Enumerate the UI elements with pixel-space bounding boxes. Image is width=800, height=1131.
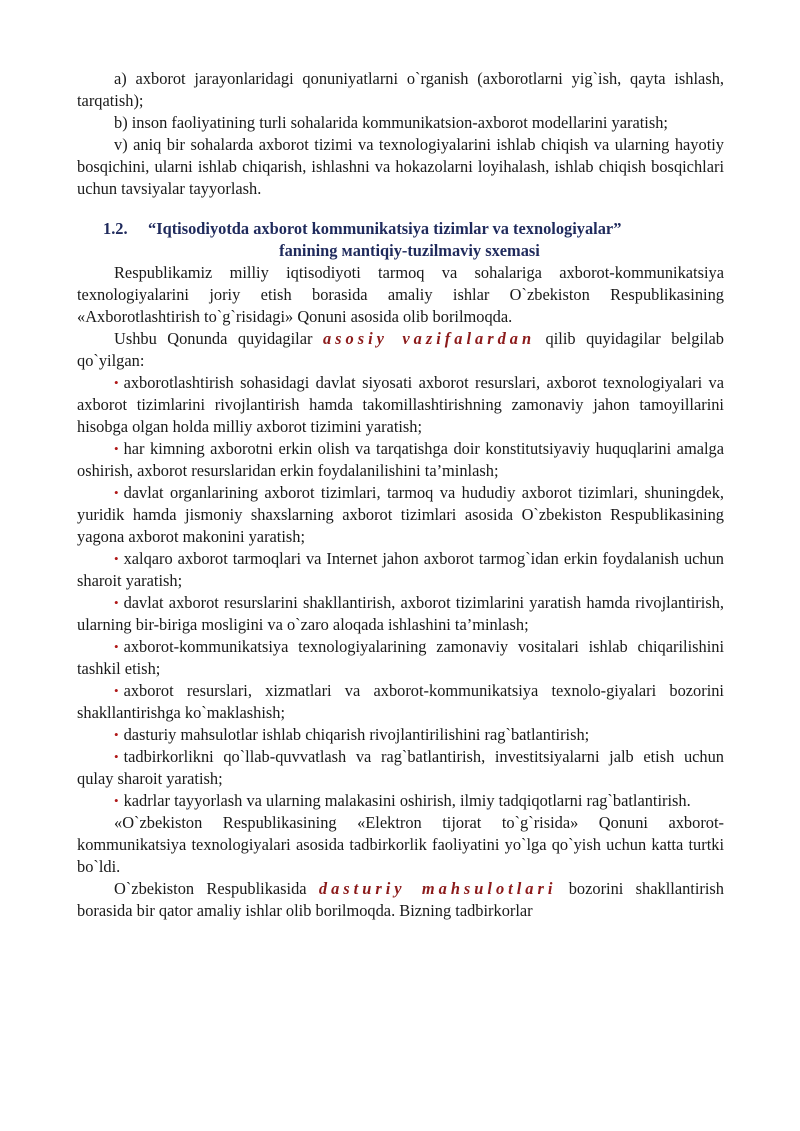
bullet-icon: • (114, 727, 119, 742)
bullet-item (77, 746, 724, 790)
bullet-text: tadbirkorlikni qo`llab-quvvatlash va rag`batlantirish, investitsiyalarni jalb etish uchun qulay sharoit yaratish; (77, 747, 724, 788)
bullet-item (77, 592, 724, 636)
bullet-icon: • (114, 793, 119, 808)
paragraph-tasks-intro (77, 328, 724, 372)
bullet-item (77, 372, 724, 438)
bullet-item (77, 482, 724, 548)
bullet-item (77, 548, 724, 592)
bullet-text: dasturiy mahsulotlar ishlab chiqarish rivojlantirilishini rag`batlantirish; (123, 725, 590, 744)
page-content (77, 68, 724, 922)
bullet-text: xalqaro axborot tarmoqlari va Internet jahon axborot tarmog`idan erkin foydalanish uchun sharoit yaratish; (77, 549, 724, 590)
bullet-text: davlat organlarining axborot tizimlari, tarmoq va hududiy axborot tizimlari, shuningdek, yuridik hamda jismoniy shaxslarning axborot tizimlari asosida O`zbekiston Respublikasining yagona axborot makonini yaratish; (77, 483, 724, 546)
section-number: 1.2. (103, 219, 128, 238)
paragraph-software-text-after: bozorini shakllantirish borasida bir qator amaliy ishlar olib borilmoqda. Bizning tadbirkorlar (77, 879, 724, 920)
bullet-icon: • (114, 749, 119, 764)
bullet-item (77, 680, 724, 724)
paragraph-tasks-text-after: qilib quyidagilar belgilab qo`yilgan: (77, 329, 724, 370)
bullet-text: kadrlar tayyorlash va ularning malakasini oshirish, ilmiy tadqiqotlarni rag`batlantirish. (123, 791, 691, 810)
tasks-bullet-list (77, 372, 724, 812)
bullet-text: axborotlashtirish sohasidagi davlat siyosati axborot resurslari, axborot texnologiyalari va axborot tizimlarini rivojlantirish hamda takomillashtirishning zamonaviy jahon tamoyillarini hisobga olgan holda milliy axborot tizimini yaratish; (77, 373, 724, 436)
section-heading (77, 218, 724, 262)
paragraph-software-market (77, 878, 724, 922)
intro-item-v: v) aniq bir sohalarda axborot tizimi va texnologiyalarini ishlab chiqish va ularning hayotiy bosqichini, ularni ishlab chiqarish, ishlashni va hokazolarni loyihalash, ishlab chiqish bosqichlari uchun tavsiyalar tayyorlash. (77, 135, 724, 198)
bullet-item (77, 724, 724, 746)
bullet-item (77, 438, 724, 482)
paragraph-software-text-before: O`zbekiston Respublikasida (114, 879, 319, 898)
bullet-icon: • (114, 441, 119, 456)
bullet-icon: • (114, 375, 119, 390)
bullet-text: axborot-kommunikatsiya texnologiyalarining zamonaviy vositalari ishlab chiqarilishini tashkil etish; (77, 637, 724, 678)
bullet-item (77, 790, 724, 812)
intro-item-b: b) inson faoliyatining turli sohalarida kommunikatsion-axborot modellarini yaratish; (114, 113, 668, 132)
paragraph-tasks-text-before: Ushbu Qonunda quyidagilar (114, 329, 323, 348)
emphasis-main-tasks: asosiy vazifalardan (322, 329, 536, 348)
bullet-icon: • (114, 485, 119, 500)
paragraph-law: Respublikamiz milliy iqtisodiyoti tarmoq va sohalariga axborot-kommunikatsiya texnologiyalarini joriy etish borasida amaliy ishlar O`zbekiston Respublikasining «Axborotlashtirish to`g`risidagi» Qonuni asosida olib borilmoqda. (77, 263, 724, 326)
bullet-item (77, 636, 724, 680)
bullet-icon: • (114, 595, 119, 610)
paragraph-ecommerce: «O`zbekiston Respublikasining «Elektron tijorat to`g`risida» Qonuni axborot-kommunikatsiya texnologiyalari asosida tadbirkorlik faoliyatini yo`lga qo`yish uchun katta turtki bo`ldi. (77, 813, 724, 876)
section-title-line1: “Iqtisodiyotda axborot kommunikatsiya tizimlar va texnologiyalar” (148, 219, 622, 238)
intro-item-a: a) axborot jarayonlaridagi qonuniyatlarni o`rganish (axborotlarni yig`ish, qayta ishlash, tarqatish); (77, 69, 724, 110)
bullet-icon: • (114, 639, 119, 654)
section-title-line2: fanining мantiqiy-tuzilmaviy sxemasi (279, 241, 540, 260)
bullet-icon: • (114, 551, 119, 566)
emphasis-software-products: dasturiy mahsulotlari (318, 879, 557, 898)
bullet-text: davlat axborot resurslarini shakllantirish, axborot tizimlarini yaratish hamda rivojlantirish, ularning bir-biriga mosligini va o`zaro aloqada ishlashini ta’minlash; (77, 593, 724, 634)
bullet-icon: • (114, 683, 119, 698)
bullet-text: har kimning axborotni erkin olish va tarqatishga doir konstitutsiyaviy huquqlarini amalga oshirish, axborot resurslaridan erkin foydalanilishini ta’minlash; (77, 439, 724, 480)
bullet-text: axborot resurslari, xizmatlari va axborot-kommunikatsiya texnolo-giyalari bozorini shakllantirishga ko`maklashish; (77, 681, 724, 722)
